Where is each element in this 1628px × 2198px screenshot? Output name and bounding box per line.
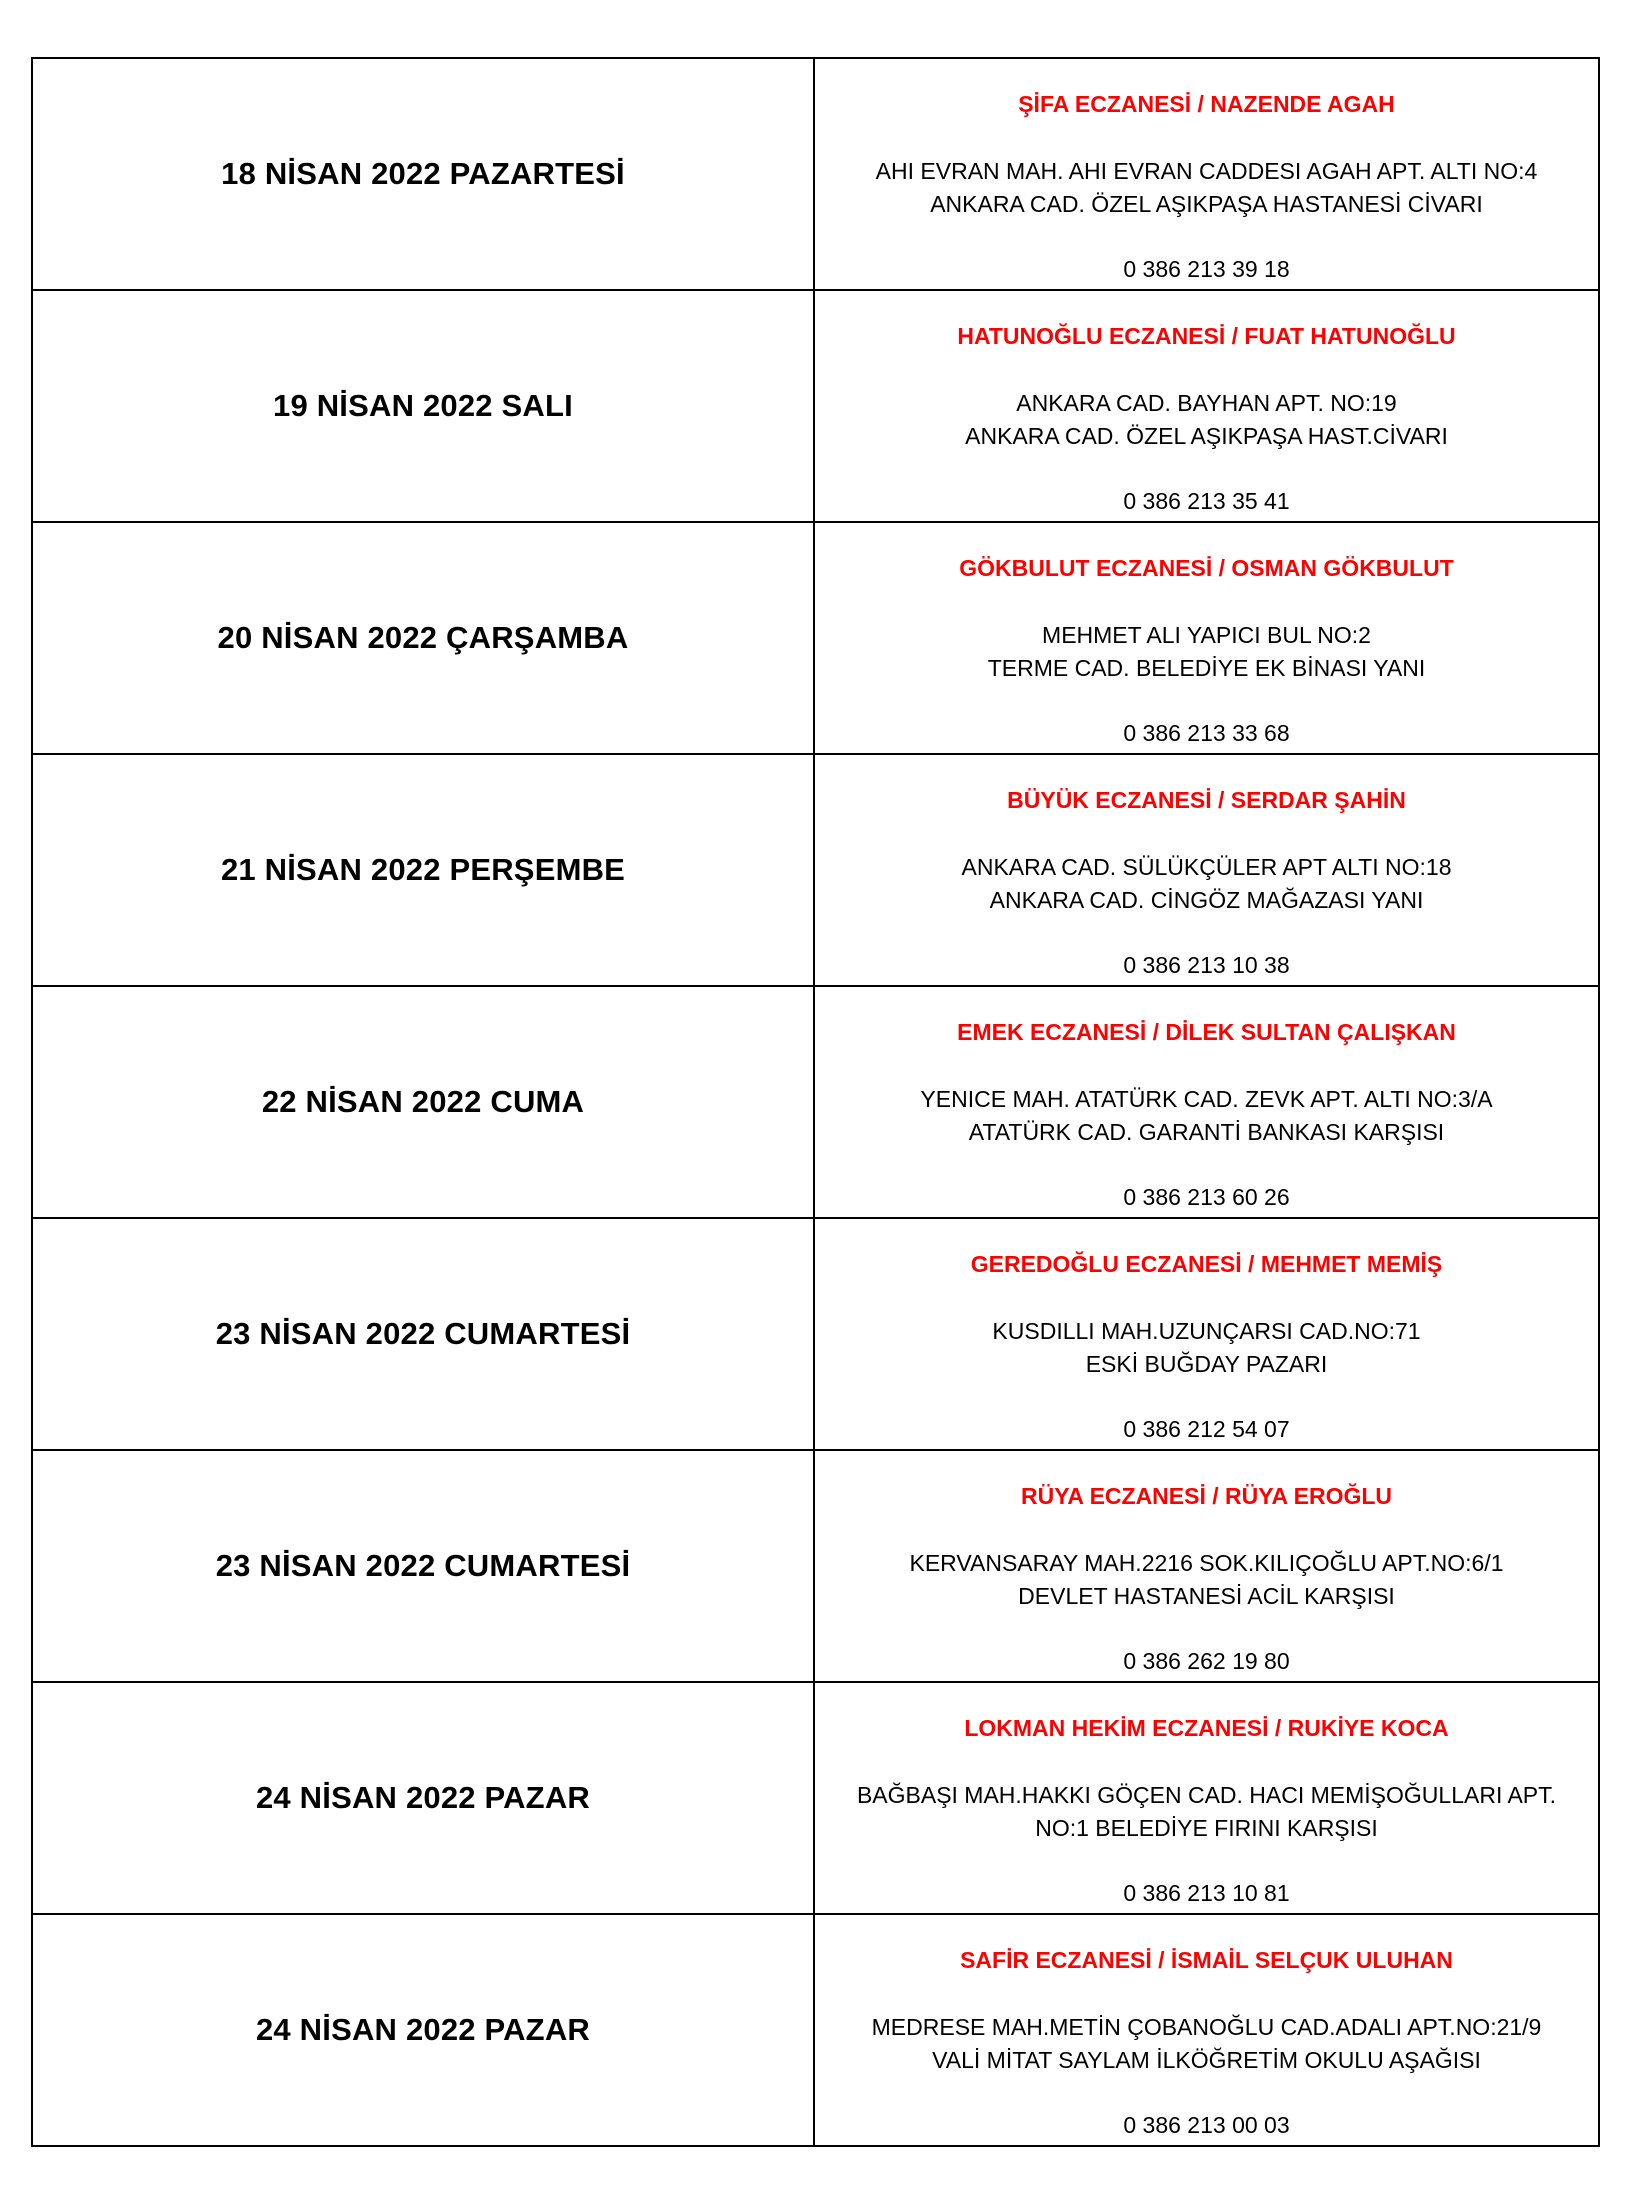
table-row [32, 290, 1599, 522]
pharmacy-name: EMEK ECZANESİ / DİLEK SULTAN ÇALIŞKAN [957, 1019, 1456, 1045]
pharmacy-info [814, 522, 1599, 754]
pharmacy-phone: 0 386 213 10 38 [1123, 952, 1290, 978]
pharmacy-phone: 0 386 213 39 18 [1123, 256, 1290, 282]
duty-date: 20 NİSAN 2022 ÇARŞAMBA [32, 522, 814, 754]
address-line-1: ANKARA CAD. BAYHAN APT. NO:19 [1016, 390, 1397, 416]
pharmacy-address [815, 2011, 1598, 2077]
pharmacy-phone: 0 386 213 10 81 [1123, 1880, 1290, 1906]
duty-date: 24 NİSAN 2022 PAZAR [32, 1682, 814, 1914]
address-line-2: ANKARA CAD. ÖZEL AŞIKPAŞA HASTANESİ CİVARI [930, 191, 1483, 217]
pharmacy-phone: 0 386 213 33 68 [1123, 720, 1290, 746]
address-line-2: ESKİ BUĞDAY PAZARI [1085, 1351, 1328, 1377]
duty-date: 22 NİSAN 2022 CUMA [32, 986, 814, 1218]
table-row [32, 1218, 1599, 1450]
pharmacy-address [815, 387, 1598, 453]
pharmacy-name: RÜYA ECZANESİ / RÜYA EROĞLU [1020, 1483, 1393, 1509]
duty-date: 21 NİSAN 2022 PERŞEMBE [32, 754, 814, 986]
pharmacy-duty-table [31, 57, 1600, 2147]
pharmacy-info [814, 1218, 1599, 1450]
pharmacy-name: GÖKBULUT ECZANESİ / OSMAN GÖKBULUT [959, 555, 1454, 581]
pharmacy-info [814, 1682, 1599, 1914]
pharmacy-name: GEREDOĞLU ECZANESİ / MEHMET MEMİŞ [970, 1251, 1443, 1277]
address-line-2: DEVLET HASTANESİ ACİL KARŞISI [1018, 1583, 1395, 1609]
table-row [32, 986, 1599, 1218]
pharmacy-phone: 0 386 212 54 07 [1123, 1416, 1290, 1442]
pharmacy-address [815, 619, 1598, 685]
address-line-2: VALİ MİTAT SAYLAM İLKÖĞRETİM OKULU AŞAĞISI [932, 2047, 1481, 2073]
pharmacy-address [815, 1083, 1598, 1149]
pharmacy-address [815, 1547, 1598, 1613]
address-line-1: YENICE MAH. ATATÜRK CAD. ZEVK APT. ALTI NO:3/A [920, 1086, 1493, 1112]
address-line-1: KERVANSARAY MAH.2216 SOK.KILIÇOĞLU APT.NO:6/1 [909, 1550, 1504, 1576]
pharmacy-address [815, 1315, 1598, 1381]
duty-date: 18 NİSAN 2022 PAZARTESİ [32, 58, 814, 290]
pharmacy-phone: 0 386 213 60 26 [1123, 1184, 1290, 1210]
pharmacy-name: HATUNOĞLU ECZANESİ / FUAT HATUNOĞLU [957, 323, 1456, 349]
pharmacy-name: BÜYÜK ECZANESİ / SERDAR ŞAHİN [1007, 787, 1406, 813]
pharmacy-address [815, 1779, 1598, 1845]
table-row [32, 1914, 1599, 2146]
pharmacy-name: SAFİR ECZANESİ / İSMAİL SELÇUK ULUHAN [960, 1947, 1453, 1973]
duty-date: 23 NİSAN 2022 CUMARTESİ [32, 1218, 814, 1450]
pharmacy-phone: 0 386 213 35 41 [1123, 488, 1290, 514]
address-line-1: AHI EVRAN MAH. AHI EVRAN CADDESI AGAH APT. ALTI NO:4 [875, 158, 1538, 184]
pharmacy-phone: 0 386 262 19 80 [1123, 1648, 1290, 1674]
pharmacy-info [814, 754, 1599, 986]
address-line-2: TERME CAD. BELEDİYE EK BİNASI YANI [987, 655, 1426, 681]
pharmacy-info [814, 1450, 1599, 1682]
address-line-2: ANKARA CAD. ÖZEL AŞIKPAŞA HAST.CİVARI [965, 423, 1448, 449]
pharmacy-info [814, 1914, 1599, 2146]
address-line-1: MEHMET ALI YAPICI BUL NO:2 [1042, 622, 1371, 648]
pharmacy-info [814, 58, 1599, 290]
pharmacy-info [814, 290, 1599, 522]
address-line-1: ANKARA CAD. SÜLÜKÇÜLER APT ALTI NO:18 [961, 854, 1452, 880]
table-row [32, 522, 1599, 754]
address-line-2: NO:1 BELEDİYE FIRINI KARŞISI [1035, 1815, 1378, 1841]
address-line-2: ATATÜRK CAD. GARANTİ BANKASI KARŞISI [968, 1119, 1445, 1145]
duty-date: 23 NİSAN 2022 CUMARTESİ [32, 1450, 814, 1682]
schedule-body [32, 58, 1599, 2146]
address-line-1: MEDRESE MAH.METİN ÇOBANOĞLU CAD.ADALI APT.NO:21/9 [871, 2014, 1542, 2040]
duty-date: 24 NİSAN 2022 PAZAR [32, 1914, 814, 2146]
address-line-2: ANKARA CAD. CİNGÖZ MAĞAZASI YANI [989, 887, 1424, 913]
table-row [32, 754, 1599, 986]
pharmacy-phone: 0 386 213 00 03 [1123, 2112, 1290, 2138]
table-row [32, 1450, 1599, 1682]
pharmacy-address [815, 155, 1598, 221]
pharmacy-name: ŞİFA ECZANESİ / NAZENDE AGAH [1018, 91, 1395, 117]
pharmacy-info [814, 986, 1599, 1218]
pharmacy-name: LOKMAN HEKİM ECZANESİ / RUKİYE KOCA [964, 1715, 1449, 1741]
duty-date: 19 NİSAN 2022 SALI [32, 290, 814, 522]
address-line-1: KUSDILLI MAH.UZUNÇARSI CAD.NO:71 [992, 1318, 1421, 1344]
table-row [32, 1682, 1599, 1914]
pharmacy-address [815, 851, 1598, 917]
table-row [32, 58, 1599, 290]
address-line-1: BAĞBAŞI MAH.HAKKI GÖÇEN CAD. HACI MEMİŞOĞULLARI APT. [856, 1782, 1557, 1808]
